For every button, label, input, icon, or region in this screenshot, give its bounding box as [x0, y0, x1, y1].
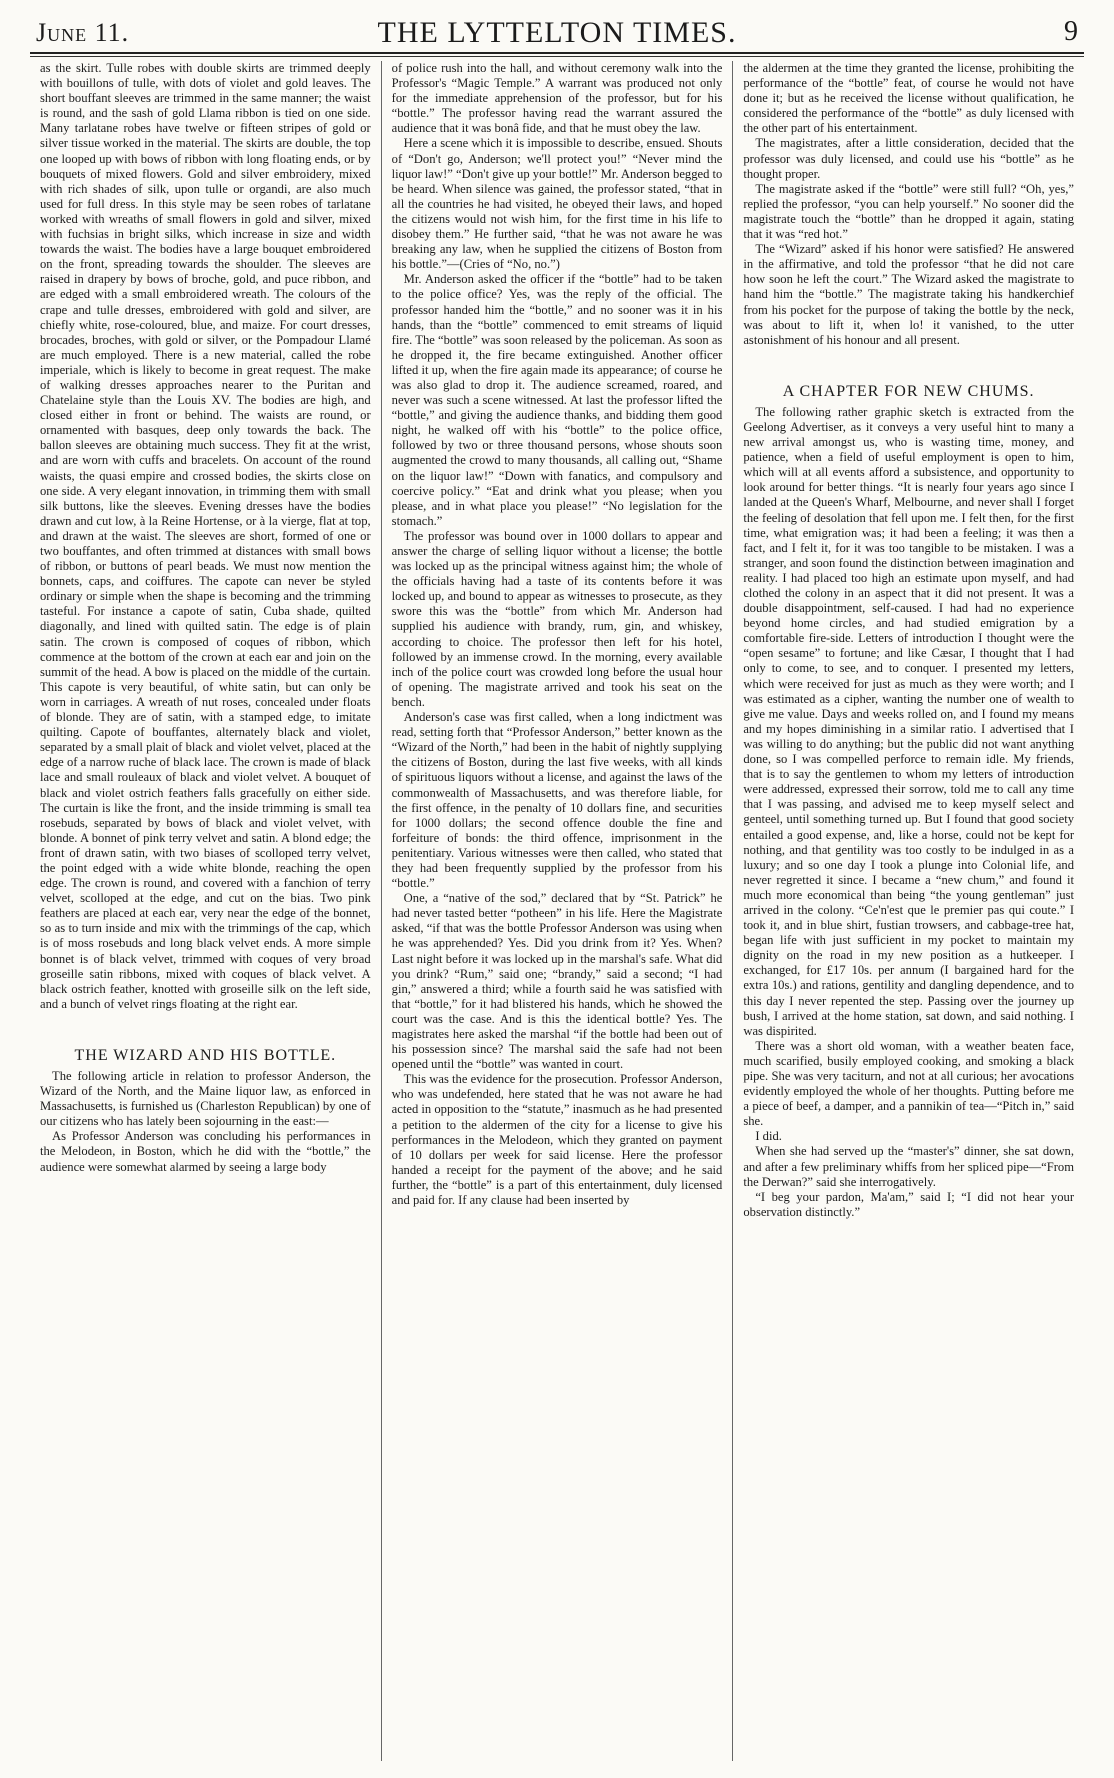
paragraph: “I beg your pardon, Ma'am,” said I; “I did not hear your observation distinctly.”: [743, 1189, 1075, 1219]
paragraph: As Professor Anderson was concluding his performances in the Melodeon, in Boston, which he did with the “bottle,” the audience were somewhat alarmed by seeing a large body: [40, 1129, 371, 1174]
section-heading: A CHAPTER FOR NEW CHUMS.: [782, 382, 1035, 400]
paragraph: The following rather graphic sketch is extracted from the Geelong Advertiser, as it conveys a very useful hint to many a new arrival amongst us, who is wasting time, money, and patience, when a field of useful employment is open to him, which will at all events afford a subsistence, and opportunity to look around for better things. “It is nearly four years ago since I landed at the Queen's Wharf, Melbourne, and never shall I forget the feeling of desolation that fell upon me. I felt then, for the first time, what emigration was; it had been a feeling; it was then a fact, and I felt it, for it was too tangible to be mistaken. I was a stranger, and soon found the distinction between imagination and reality. I had placed too high an estimate upon myself, and had clothed the colony in an aspect that it did not present. It was a double disappointment, self-caused. I had had no experience beyond home circles, and had studied emigration by a comfortable fire-side. Letters of introduction I thought were the “open sesame” to fortune; and like Cæsar, I thought that I had only to come, to see, and to conquer. I presented my letters, which were received for just as much as they were worth; and I was estimated as a cipher, wanting the number one of wealth to give me value. Days and weeks rolled on, and I found my means and my hopes diminishing in a similar ratio. I advertised that I was willing to do anything; but the public did not want anything done, so I was compelled perforce to remain idle. My friends, that is to say the gentlemen to whom my letters of introduction were addressed, expressed their sorrow, told me to call any time that I was passing, and advised me to keep myself select and genteel, until something turned up. But I found that good society entailed a good expense, and, like a horse, could not be kept for nothing, and that gentility was too costly to be indulged in as a luxury; and so one day I took a plunge into Colonial life, and never regretted it since. I became a “new chum,” and found it much more economical than being “the young gentleman” just arrived in the colony. “Ce'n'est que le premier pas qui coute.” I took it, and in blue shirt, fustian trowsers, and cabbage-tree hat, began life with just sufficient in my pocket to maintain my dignity on the road in my new position as a hutkeeper. I exchanged, for £17 10s. per annum (I bargained hard for the extra 10s.) and rations, gentility and dangling dependence, and to this day I never repented the step. Passing over the journey up bush, I arrived at the home station, sat down, and said nothing. I was dispirited.: [743, 404, 1075, 1038]
paragraph: the aldermen at the time they granted the license, prohibiting the performance of the “bottle” feat, of course he would not have done it; but as he received the license without qualification, he considered the performance of the “bottle” as duly licensed with the other part of his entertainment.: [743, 61, 1075, 136]
paragraph: This was the evidence for the prosecution. Professor Anderson, who was undefended, here stated that he was not aware he had acted in opposition to the “statute,” inasmuch as he had presented a petition to the aldermen of the city for a license to give his performances in the Melodeon, which they granted on payment of 10 dollars per week for said license. Here the professor handed a receipt for the payment of the above; and he said further, the “bottle” is a part of this entertainment, duly licensed and paid for. If any clause had been inserted by: [391, 1072, 723, 1208]
paragraph: There was a short old woman, with a weather beaten face, much scarified, busily employed cooking, and smoking a black pipe. She was very taciturn, and not at all curious; her avocations evidently employed the whole of her thoughts. Putting before me a piece of beef, a damper, and a pannikin of tea—“Pitch in,” said she.: [743, 1038, 1075, 1129]
paragraph: The following article in relation to professor Anderson, the Wizard of the North, and the Maine liquor law, as enforced in Massachusetts, is furnished us (Charleston Republican) by one of our citizens who has lately been sojourning in the east:—: [40, 1069, 371, 1129]
column-2: [381, 61, 733, 1761]
column-3: [732, 61, 1084, 1761]
paragraph: One, a “native of the sod,” declared that by “St. Patrick” he had never tasted better “potheen” in his life. Here the Magistrate asked, “if that was the bottle Professor Anderson was using when he was apprehended? Yes. Did you drink from it? Yes. When? Last night before it was locked up in the marshal's safe. What did you drink? “Rum,” said one; “brandy,” said a second; “I had gin,” answered a third; while a fourth said he was satisfied with that “bottle,” for it had blistered his hands, which he showed the court was the case. And is this the identical bottle? Yes. The magistrates here asked the marshal “if the bottle had been out of his possession since? The marshal said the safe had not been opened until the “bottle” was wanted in court.: [391, 891, 723, 1072]
paragraph: of police rush into the hall, and without ceremony walk into the Professor's “Magic Temple.” A warrant was produced not only for the immediate apprehension of the professor, but for his “bottle.” The professor having read the warrant assured the audience that it was bonâ fide, and that he must obey the law.: [391, 61, 723, 136]
article-columns: [30, 61, 1084, 1761]
issue-date: June 11.: [36, 18, 130, 47]
masthead: [30, 12, 1084, 54]
paragraph: as the skirt. Tulle robes with double skirts are trimmed deeply with bouillons of tulle, with dots of violet and gold leaves. The short bouffant sleeves are trimmed in the same manner; the waist is round, and the sash of gold Llama ribbon is tied on one side. Many tarlatane robes have twelve or fifteen stripes of gold or silver tissue worked in the material. The skirts are double, the top one looped up with bows of ribbon with long floating ends, or by bouquets of mixed flowers. Gold and silver embroidery, mixed with rich shades of silk, upon tulle or organdi, are also much used for full dress. In this style may be seen robes of tarlatane worked with wreaths of small flowers in gold and silver, mixed with fuchsias in bright silks, which increase in size and width towards the waist. The bodies have a large bouquet embroidered on the front, spreading towards the shoulder. The sleeves are raised in drapery by bows of broche, gold, and puce ribbon, and are edged with a small embroidered wreath. The colours of the crape and tulle dresses, embroidered with gold and silver, are chiefly white, rose-coloured, blue, and maize. For court dresses, brocades, broches, with gold or silver, or the Pompadour Llamé are much employed. There is a new material, called the robe imperiale, which is likely to become in great request. The make of walking dresses approaches nearer to the Puritan and Chatelaine style than the Louis XV. The bodies are high, and closed either in front or behind. The waists are round, or ornamented with basques, deep only towards the back. The ballon sleeves are obtaining much success. They fit at the wrist, and are worn with cuffs and bracelets. On account of the round waists, the quasi empire and crossed bodies, the skirts close on one side. A very elegant innovation, in trimming them with small silk buttons, like the sleeves. Evening dresses have the bodies drawn and cut low, à la Reine Hortense, or à la vierge, flat at top, and drawn at the waist. The sleeves are short, formed of one or two bouffantes, and often trimmed at distances with small bows of ribbon, or buttons of pearl beads. We must now mention the bonnets, caps, and coiffures. The capote can never be styled ordinary or simple when the shape is becoming and the trimming tasteful. For instance a capote of satin, Cuba shade, quilted diagonally, and lined with quilted satin. The edge is of plain satin. The crown is composed of coques of ribbon, which commence at the bottom of the crown at each ear and join on the summit of the head. A bow is placed on the middle of the curtain. This capote is very beautiful, of white satin, but can only be worn in carriages. A wreath of nut roses, concealed under floats of blonde. They are of satin, with a stamped edge, to imitate quilting. Capote of bouffantes, alternately black and violet, separated by a small plait of black and violet velvet, placed at the edge of a narrow ruche of black lace. The crown is made of black lace and small rouleaux of black and violet velvet. A bouquet of black and violet ostrich feathers falls gracefully on either side. The curtain is like the front, and the inside trimming is small tea rosebuds, separated by bows of black and violet velvet, with blonde. A bonnet of pink terry velvet and satin. A blond edge; the front of drawn satin, with two biases of scolloped terry velvet, the point edged with a wide white blonde, reaching the open edge. The crown is round, and covered with a fanchion of terry velvet, scolloped at the edge, and cut on the bias. Two pink feathers are placed at each ear, very near the edge of the bonnet, so as to turn inside and mix with the trimmings of the cap, which is of moss rosebuds and long black velvet ends. A more simple bonnet is of black velvet, trimmed with coques of very broad groseille satin ribbons, mixed with coques of black velvet. A black ostrich feather, knotted with groseille silk on the left side, and a bunch of velvet rings floating at the right ear.: [40, 61, 371, 1011]
paragraph: I did.: [755, 1129, 782, 1144]
paragraph: The professor was bound over in 1000 dollars to appear and answer the charge of selling liquor without a license; the bottle was locked up as the principal witness against him; the whole of the officials having had a taste of its contents before it was locked up, and bound to appear as witnesses to prosecute, as they swore this was the “bottle” from which Mr. Anderson had supplied his audience with brandy, rum, gin, and whiskey, according to choice. The professor then left for his hotel, followed by an immense crowd. In the morning, every available inch of the police court was crowded long before the usual hour of opening. The magistrate arrived and took his seat on the bench.: [391, 528, 723, 709]
newspaper-title: THE LYTTELTON TIMES.: [377, 16, 737, 49]
paragraph: Here a scene which it is impossible to describe, ensued. Shouts of “Don't go, Anderson; we'll protect you!” “Never mind the liquor law!” “Don't give up your bottle!” Mr. Anderson begged to be heard. When silence was gained, the professor stated, “that in all the countries he had visited, he obeyed their laws, and hoped the citizens would not wish him, for the first time in his life to disobey them.” He further said, “that he was not aware he was breaking any law, when he supplied the citizens of Boston from his bottle.”—(Cries of “No, no.”): [391, 136, 723, 272]
section-heading: THE WIZARD AND HIS BOTTLE.: [74, 1046, 337, 1064]
paragraph: The magistrate asked if the “bottle” were still full? “Oh, yes,” replied the professor, “you can help yourself.” No sooner did the magistrate touch the “bottle” than he dropped it again, stating that it was “red hot.”: [743, 181, 1075, 242]
paragraph: Anderson's case was first called, when a long indictment was read, setting forth that “Professor Anderson,” better known as the “Wizard of the North,” had been in the habit of nightly supplying the citizens of Boston, during the last five weeks, with all kinds of spirituous liquors without a license, and against the laws of the commonwealth of Massachusetts, and was therefore liable, for the first offence, in the penalty of 10 dollars fine, and securities for 1000 dollars; the second offence double the fine and forfeiture of bonds: the third offence, imprisonment in the penitentiary. Various witnesses were then called, who stated that they had been frequently supplied by the professor from his “bottle.”: [391, 710, 723, 891]
column-1: [30, 61, 381, 1761]
paragraph: The magistrates, after a little consideration, decided that the professor was duly licensed, and could use his “bottle” as he thought proper.: [743, 136, 1075, 181]
paragraph: Mr. Anderson asked the officer if the “bottle” had to be taken to the police office? Yes, was the reply of the official. The professor handed him the “bottle,” and no sooner was it in his hands, than the “bottle” commenced to emit streams of liquid fire. The “bottle” was soon released by the policeman. As soon as he dropped it, the fire became extinguished. Another officer lifted it up, when the fire again made its appearance; of course he was also glad to drop it. The audience screamed, roared, and never was such a scene witnessed. At last the professor lifted the “bottle,” and giving the audience thanks, and bidding them good night, he walked off with his “bottle” to the police office, followed by two or three thousand persons, whose shouts soon augmented the crowd to many thousands, all calling out, “Shame on the liquor law!” “Down with fanatics, and compulsory and coercive policy.” “Eat and drink what you please; when you please, and in what place you please!” “No legislation for the stomach.”: [391, 272, 723, 528]
page-number: 9: [1064, 16, 1078, 47]
masthead-double-rule: [30, 54, 1084, 57]
paragraph: When she had served up the “master's” dinner, she sat down, and after a few preliminary whiffs from her spliced pipe—“From the Derwan?” said she interrogatively.: [743, 1144, 1075, 1189]
paragraph: The “Wizard” asked if his honor were satisfied? He answered in the affirmative, and told the professor “that he did not care how soon he left the court.” The Wizard asked the magistrate to hand him the “bottle.” The magistrate taking his handkerchief from his pocket for the purpose of taking the bottle by the neck, was about to lift it, when lo! it vanished, to the utter astonishment of his honour and all present.: [743, 242, 1075, 347]
